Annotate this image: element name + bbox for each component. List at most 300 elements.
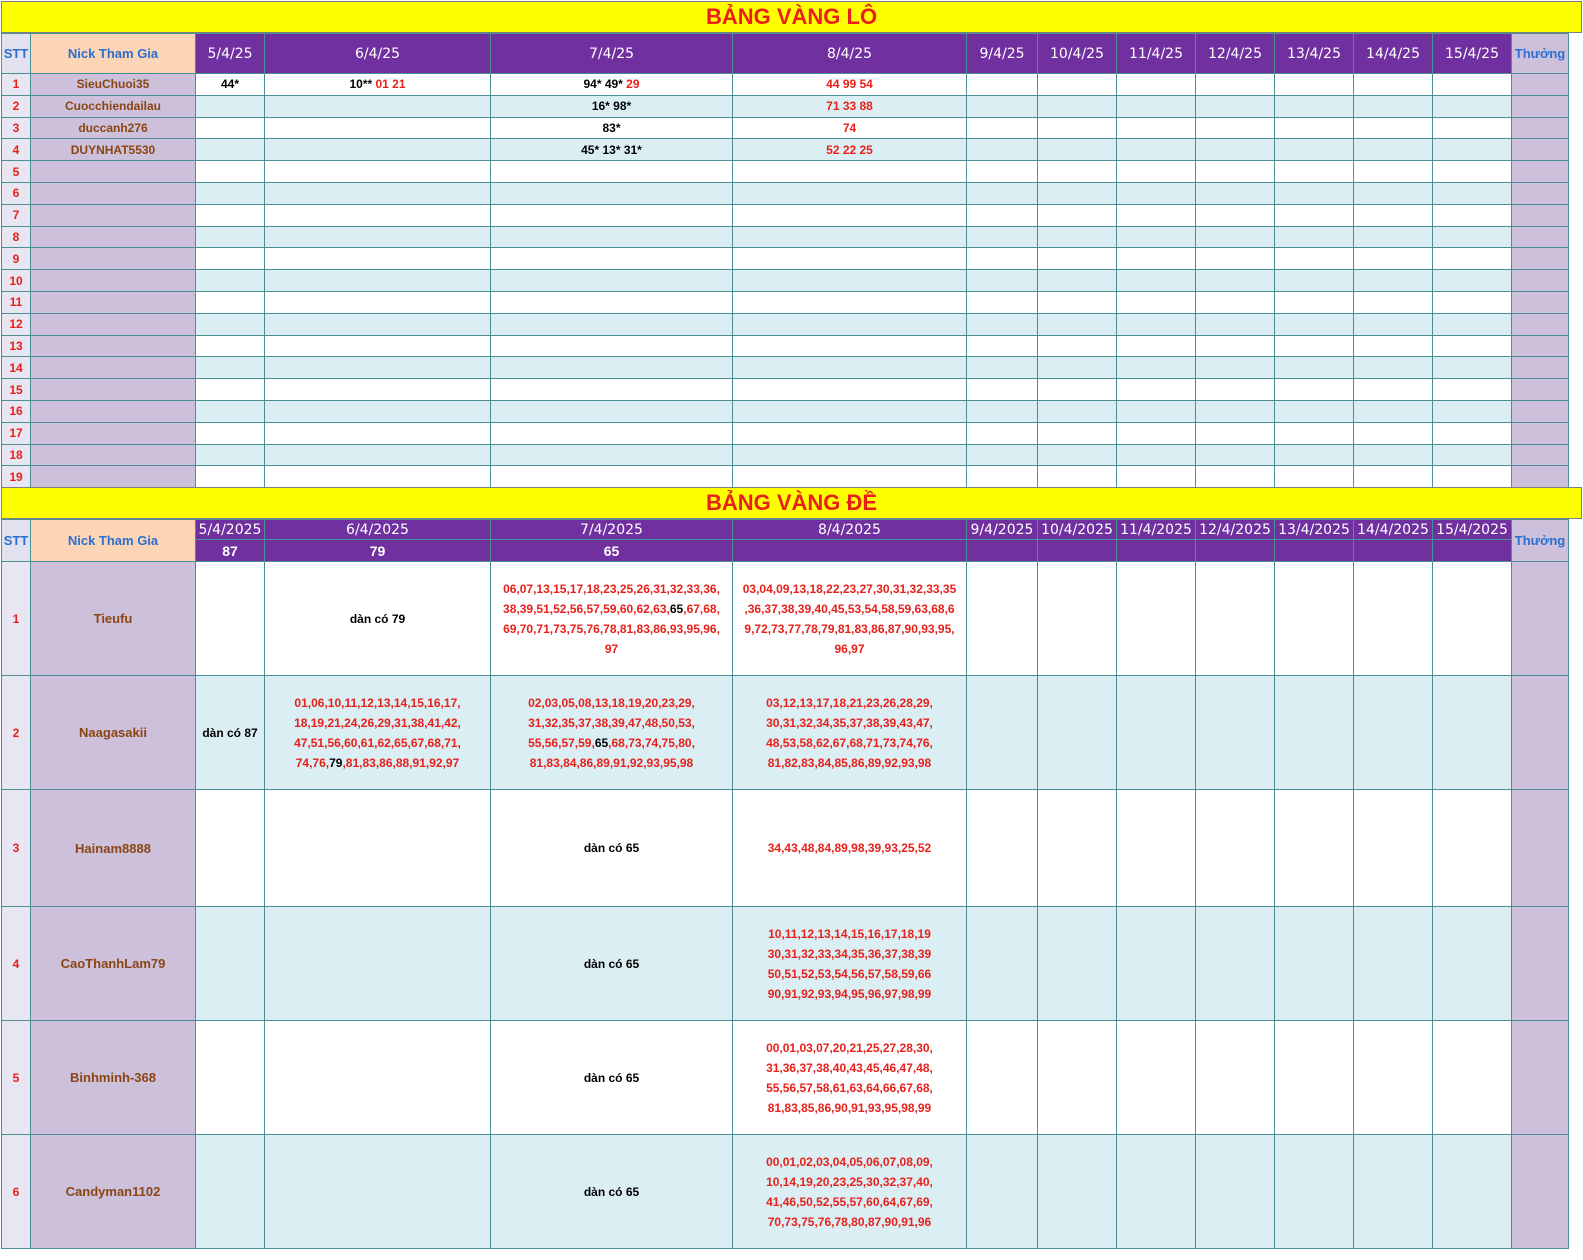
entry-cell[interactable] (1196, 95, 1275, 117)
entry-cell[interactable] (265, 335, 491, 357)
entry-cell[interactable] (1196, 117, 1275, 139)
entry-cell[interactable] (1117, 562, 1196, 676)
thuong-cell[interactable] (1512, 379, 1569, 401)
entry-cell[interactable] (967, 226, 1038, 248)
thuong-cell[interactable] (1512, 226, 1569, 248)
entry-cell[interactable] (1196, 182, 1275, 204)
thuong-cell[interactable] (1512, 790, 1569, 907)
entry-cell[interactable] (491, 95, 733, 117)
entry-cell[interactable] (1354, 466, 1433, 488)
entry-cell[interactable] (1354, 161, 1433, 183)
entry-cell[interactable] (265, 562, 491, 676)
entry-cell[interactable] (491, 400, 733, 422)
entry-cell[interactable] (1354, 117, 1433, 139)
entry-cell[interactable] (1275, 226, 1354, 248)
entry-cell[interactable] (967, 357, 1038, 379)
thuong-cell[interactable] (1512, 182, 1569, 204)
entry-cell[interactable] (1117, 357, 1196, 379)
entry-cell[interactable] (265, 379, 491, 401)
entry-cell[interactable] (1433, 248, 1512, 270)
entry-cell[interactable] (491, 226, 733, 248)
entry-cell[interactable] (733, 161, 967, 183)
entry-cell[interactable] (1117, 1021, 1196, 1135)
thuong-cell[interactable] (1512, 676, 1569, 790)
thuong-cell[interactable] (1512, 335, 1569, 357)
entry-cell[interactable] (733, 291, 967, 313)
entry-cell[interactable] (1354, 676, 1433, 790)
entry-cell[interactable] (491, 139, 733, 161)
entry-cell[interactable] (733, 790, 967, 907)
entry-cell[interactable] (491, 270, 733, 292)
entry-cell[interactable] (733, 676, 967, 790)
thuong-cell[interactable] (1512, 248, 1569, 270)
entry-cell[interactable] (1354, 562, 1433, 676)
entry-cell[interactable] (196, 226, 265, 248)
entry-cell[interactable] (733, 466, 967, 488)
entry-cell[interactable] (1354, 1135, 1433, 1249)
nick-cell[interactable]: Tieufu (31, 562, 196, 676)
entry-cell[interactable] (967, 562, 1038, 676)
entry-cell[interactable] (1275, 562, 1354, 676)
entry-cell[interactable] (265, 400, 491, 422)
nick-cell[interactable] (31, 422, 196, 444)
entry-cell[interactable] (1433, 357, 1512, 379)
entry-cell[interactable] (1038, 400, 1117, 422)
entry-cell[interactable] (265, 676, 491, 790)
entry-cell[interactable] (1038, 117, 1117, 139)
entry-cell[interactable] (1196, 248, 1275, 270)
entry-cell[interactable] (967, 291, 1038, 313)
entry-cell[interactable] (265, 270, 491, 292)
entry-cell[interactable] (491, 562, 733, 676)
entry-cell[interactable] (491, 444, 733, 466)
entry-cell[interactable] (265, 1135, 491, 1249)
entry-cell[interactable] (1196, 562, 1275, 676)
entry-cell[interactable] (1275, 95, 1354, 117)
entry-cell[interactable] (733, 139, 967, 161)
entry-cell[interactable] (1275, 1135, 1354, 1249)
entry-cell[interactable] (1433, 74, 1512, 96)
entry-cell[interactable] (196, 790, 265, 907)
entry-cell[interactable] (196, 1021, 265, 1135)
entry-cell[interactable] (1117, 1135, 1196, 1249)
entry-cell[interactable] (1196, 270, 1275, 292)
entry-cell[interactable] (967, 379, 1038, 401)
entry-cell[interactable] (1433, 1021, 1512, 1135)
entry-cell[interactable] (733, 270, 967, 292)
entry-cell[interactable] (1354, 444, 1433, 466)
entry-cell[interactable] (1275, 422, 1354, 444)
entry-cell[interactable] (1117, 790, 1196, 907)
entry-cell[interactable] (733, 117, 967, 139)
thuong-cell[interactable] (1512, 444, 1569, 466)
entry-cell[interactable] (196, 74, 265, 96)
entry-cell[interactable] (1038, 248, 1117, 270)
nick-cell[interactable]: Hainam8888 (31, 790, 196, 907)
entry-cell[interactable] (196, 313, 265, 335)
entry-cell[interactable] (967, 161, 1038, 183)
entry-cell[interactable] (196, 676, 265, 790)
entry-cell[interactable] (1354, 74, 1433, 96)
entry-cell[interactable] (491, 74, 733, 96)
entry-cell[interactable] (1038, 335, 1117, 357)
entry-cell[interactable] (967, 444, 1038, 466)
entry-cell[interactable] (491, 248, 733, 270)
nick-cell[interactable]: CaoThanhLam79 (31, 907, 196, 1021)
entry-cell[interactable] (1354, 907, 1433, 1021)
entry-cell[interactable] (1038, 95, 1117, 117)
entry-cell[interactable] (1196, 1135, 1275, 1249)
entry-cell[interactable] (1275, 335, 1354, 357)
nick-cell[interactable] (31, 313, 196, 335)
entry-cell[interactable] (1117, 226, 1196, 248)
entry-cell[interactable] (1275, 379, 1354, 401)
entry-cell[interactable] (967, 74, 1038, 96)
thuong-cell[interactable] (1512, 204, 1569, 226)
entry-cell[interactable] (1433, 790, 1512, 907)
entry-cell[interactable] (1196, 790, 1275, 907)
entry-cell[interactable] (967, 1135, 1038, 1249)
entry-cell[interactable] (265, 1021, 491, 1135)
entry-cell[interactable] (1275, 466, 1354, 488)
entry-cell[interactable] (491, 1021, 733, 1135)
entry-cell[interactable] (967, 204, 1038, 226)
entry-cell[interactable] (1117, 161, 1196, 183)
entry-cell[interactable] (967, 335, 1038, 357)
entry-cell[interactable] (1117, 422, 1196, 444)
entry-cell[interactable] (1275, 139, 1354, 161)
nick-cell[interactable] (31, 291, 196, 313)
entry-cell[interactable] (1038, 466, 1117, 488)
entry-cell[interactable] (733, 204, 967, 226)
entry-cell[interactable] (196, 95, 265, 117)
entry-cell[interactable] (733, 1021, 967, 1135)
entry-cell[interactable] (1275, 907, 1354, 1021)
entry-cell[interactable] (265, 248, 491, 270)
entry-cell[interactable] (491, 676, 733, 790)
thuong-cell[interactable] (1512, 270, 1569, 292)
entry-cell[interactable] (1196, 1021, 1275, 1135)
entry-cell[interactable] (196, 161, 265, 183)
entry-cell[interactable] (1117, 291, 1196, 313)
entry-cell[interactable] (733, 313, 967, 335)
entry-cell[interactable] (1433, 335, 1512, 357)
entry-cell[interactable] (1196, 335, 1275, 357)
entry-cell[interactable] (1433, 676, 1512, 790)
entry-cell[interactable] (491, 357, 733, 379)
entry-cell[interactable] (1038, 74, 1117, 96)
thuong-cell[interactable] (1512, 291, 1569, 313)
entry-cell[interactable] (265, 357, 491, 379)
entry-cell[interactable] (1433, 95, 1512, 117)
entry-cell[interactable] (967, 790, 1038, 907)
entry-cell[interactable] (1038, 422, 1117, 444)
entry-cell[interactable] (1275, 117, 1354, 139)
entry-cell[interactable] (733, 357, 967, 379)
entry-cell[interactable] (1117, 139, 1196, 161)
entry-cell[interactable] (1275, 1021, 1354, 1135)
entry-cell[interactable] (1354, 379, 1433, 401)
entry-cell[interactable] (265, 907, 491, 1021)
entry-cell[interactable] (196, 379, 265, 401)
entry-cell[interactable] (265, 95, 491, 117)
entry-cell[interactable] (1354, 1021, 1433, 1135)
entry-cell[interactable] (491, 182, 733, 204)
entry-cell[interactable] (265, 226, 491, 248)
entry-cell[interactable] (1117, 444, 1196, 466)
entry-cell[interactable] (1354, 95, 1433, 117)
entry-cell[interactable] (196, 562, 265, 676)
thuong-cell[interactable] (1512, 400, 1569, 422)
thuong-cell[interactable] (1512, 74, 1569, 96)
entry-cell[interactable] (265, 291, 491, 313)
entry-cell[interactable] (265, 466, 491, 488)
entry-cell[interactable] (1196, 74, 1275, 96)
entry-cell[interactable] (1354, 313, 1433, 335)
entry-cell[interactable] (1038, 676, 1117, 790)
entry-cell[interactable] (1275, 400, 1354, 422)
nick-cell[interactable] (31, 379, 196, 401)
entry-cell[interactable] (1117, 117, 1196, 139)
entry-cell[interactable] (967, 466, 1038, 488)
entry-cell[interactable] (967, 270, 1038, 292)
entry-cell[interactable] (265, 422, 491, 444)
entry-cell[interactable] (1354, 248, 1433, 270)
entry-cell[interactable] (491, 466, 733, 488)
entry-cell[interactable] (1433, 291, 1512, 313)
entry-cell[interactable] (265, 313, 491, 335)
entry-cell[interactable] (1433, 422, 1512, 444)
thuong-cell[interactable] (1512, 161, 1569, 183)
nick-cell[interactable] (31, 357, 196, 379)
entry-cell[interactable] (1117, 676, 1196, 790)
nick-cell[interactable]: Candyman1102 (31, 1135, 196, 1249)
entry-cell[interactable] (265, 444, 491, 466)
entry-cell[interactable] (733, 562, 967, 676)
entry-cell[interactable] (967, 248, 1038, 270)
entry-cell[interactable] (1354, 291, 1433, 313)
entry-cell[interactable] (1038, 379, 1117, 401)
entry-cell[interactable] (1117, 95, 1196, 117)
entry-cell[interactable] (265, 182, 491, 204)
entry-cell[interactable] (1196, 444, 1275, 466)
entry-cell[interactable] (967, 422, 1038, 444)
entry-cell[interactable] (967, 400, 1038, 422)
entry-cell[interactable] (196, 139, 265, 161)
entry-cell[interactable] (1038, 1135, 1117, 1249)
nick-cell[interactable]: Binhminh-368 (31, 1021, 196, 1135)
entry-cell[interactable] (1038, 562, 1117, 676)
nick-cell[interactable] (31, 270, 196, 292)
thuong-cell[interactable] (1512, 466, 1569, 488)
entry-cell[interactable] (491, 1135, 733, 1249)
entry-cell[interactable] (1038, 907, 1117, 1021)
entry-cell[interactable] (1038, 139, 1117, 161)
entry-cell[interactable] (967, 182, 1038, 204)
entry-cell[interactable] (1117, 248, 1196, 270)
entry-cell[interactable] (733, 422, 967, 444)
entry-cell[interactable] (967, 117, 1038, 139)
entry-cell[interactable] (733, 95, 967, 117)
entry-cell[interactable] (1433, 117, 1512, 139)
nick-cell[interactable] (31, 335, 196, 357)
entry-cell[interactable] (733, 379, 967, 401)
entry-cell[interactable] (1433, 400, 1512, 422)
entry-cell[interactable] (1433, 270, 1512, 292)
entry-cell[interactable] (1038, 204, 1117, 226)
entry-cell[interactable] (733, 335, 967, 357)
entry-cell[interactable] (265, 790, 491, 907)
nick-cell[interactable] (31, 248, 196, 270)
entry-cell[interactable] (1117, 204, 1196, 226)
entry-cell[interactable] (967, 139, 1038, 161)
entry-cell[interactable] (1038, 313, 1117, 335)
nick-cell[interactable] (31, 204, 196, 226)
entry-cell[interactable] (1117, 270, 1196, 292)
nick-cell[interactable] (31, 182, 196, 204)
entry-cell[interactable] (1038, 444, 1117, 466)
entry-cell[interactable] (1117, 335, 1196, 357)
entry-cell[interactable] (265, 204, 491, 226)
entry-cell[interactable] (1275, 182, 1354, 204)
entry-cell[interactable] (1196, 676, 1275, 790)
entry-cell[interactable] (265, 161, 491, 183)
entry-cell[interactable] (967, 676, 1038, 790)
entry-cell[interactable] (1354, 400, 1433, 422)
thuong-cell[interactable] (1512, 907, 1569, 1021)
nick-cell[interactable] (31, 466, 196, 488)
entry-cell[interactable] (733, 74, 967, 96)
entry-cell[interactable] (1038, 790, 1117, 907)
entry-cell[interactable] (1275, 676, 1354, 790)
entry-cell[interactable] (1196, 422, 1275, 444)
entry-cell[interactable] (1433, 1135, 1512, 1249)
entry-cell[interactable] (196, 182, 265, 204)
entry-cell[interactable] (733, 182, 967, 204)
entry-cell[interactable] (1354, 204, 1433, 226)
nick-cell[interactable]: Cuocchiendailau (31, 95, 196, 117)
entry-cell[interactable] (196, 357, 265, 379)
entry-cell[interactable] (1275, 313, 1354, 335)
entry-cell[interactable] (1117, 182, 1196, 204)
entry-cell[interactable] (1433, 226, 1512, 248)
nick-cell[interactable]: SieuChuoi35 (31, 74, 196, 96)
entry-cell[interactable] (967, 1021, 1038, 1135)
nick-cell[interactable]: Naagasakii (31, 676, 196, 790)
entry-cell[interactable] (1196, 291, 1275, 313)
entry-cell[interactable] (1038, 226, 1117, 248)
nick-cell[interactable]: duccanh276 (31, 117, 196, 139)
entry-cell[interactable] (1196, 379, 1275, 401)
entry-cell[interactable] (491, 313, 733, 335)
entry-cell[interactable] (1117, 466, 1196, 488)
entry-cell[interactable] (196, 400, 265, 422)
entry-cell[interactable] (1354, 139, 1433, 161)
entry-cell[interactable] (1275, 444, 1354, 466)
entry-cell[interactable] (1196, 907, 1275, 1021)
entry-cell[interactable] (1196, 139, 1275, 161)
entry-cell[interactable] (1117, 379, 1196, 401)
entry-cell[interactable] (1275, 790, 1354, 907)
entry-cell[interactable] (967, 907, 1038, 1021)
entry-cell[interactable] (1038, 357, 1117, 379)
entry-cell[interactable] (491, 379, 733, 401)
entry-cell[interactable] (733, 907, 967, 1021)
entry-cell[interactable] (1117, 74, 1196, 96)
entry-cell[interactable] (1275, 204, 1354, 226)
entry-cell[interactable] (1275, 74, 1354, 96)
entry-cell[interactable] (491, 335, 733, 357)
nick-cell[interactable] (31, 226, 196, 248)
entry-cell[interactable] (265, 117, 491, 139)
entry-cell[interactable] (1196, 400, 1275, 422)
thuong-cell[interactable] (1512, 117, 1569, 139)
thuong-cell[interactable] (1512, 313, 1569, 335)
entry-cell[interactable] (491, 422, 733, 444)
entry-cell[interactable] (196, 248, 265, 270)
entry-cell[interactable] (1433, 161, 1512, 183)
entry-cell[interactable] (1354, 357, 1433, 379)
entry-cell[interactable] (1433, 379, 1512, 401)
entry-cell[interactable] (1433, 562, 1512, 676)
entry-cell[interactable] (1354, 270, 1433, 292)
entry-cell[interactable] (491, 790, 733, 907)
entry-cell[interactable] (1117, 313, 1196, 335)
thuong-cell[interactable] (1512, 1021, 1569, 1135)
entry-cell[interactable] (265, 139, 491, 161)
thuong-cell[interactable] (1512, 357, 1569, 379)
entry-cell[interactable] (1433, 907, 1512, 1021)
entry-cell[interactable] (1196, 466, 1275, 488)
thuong-cell[interactable] (1512, 422, 1569, 444)
entry-cell[interactable] (1433, 466, 1512, 488)
entry-cell[interactable] (1275, 270, 1354, 292)
entry-cell[interactable] (1038, 182, 1117, 204)
entry-cell[interactable] (196, 204, 265, 226)
entry-cell[interactable] (1354, 335, 1433, 357)
entry-cell[interactable] (967, 95, 1038, 117)
entry-cell[interactable] (196, 1135, 265, 1249)
entry-cell[interactable] (733, 400, 967, 422)
entry-cell[interactable] (196, 466, 265, 488)
entry-cell[interactable] (1275, 291, 1354, 313)
entry-cell[interactable] (1433, 139, 1512, 161)
entry-cell[interactable] (196, 422, 265, 444)
entry-cell[interactable] (1117, 400, 1196, 422)
entry-cell[interactable] (733, 248, 967, 270)
entry-cell[interactable] (1433, 313, 1512, 335)
entry-cell[interactable] (1038, 291, 1117, 313)
entry-cell[interactable] (1275, 357, 1354, 379)
entry-cell[interactable] (1196, 161, 1275, 183)
entry-cell[interactable] (1354, 422, 1433, 444)
nick-cell[interactable] (31, 400, 196, 422)
entry-cell[interactable] (1117, 907, 1196, 1021)
entry-cell[interactable] (1196, 226, 1275, 248)
thuong-cell[interactable] (1512, 95, 1569, 117)
entry-cell[interactable] (491, 117, 733, 139)
thuong-cell[interactable] (1512, 139, 1569, 161)
entry-cell[interactable] (967, 313, 1038, 335)
entry-cell[interactable] (1275, 161, 1354, 183)
entry-cell[interactable] (491, 161, 733, 183)
entry-cell[interactable] (491, 907, 733, 1021)
entry-cell[interactable] (265, 74, 491, 96)
entry-cell[interactable] (1275, 248, 1354, 270)
thuong-cell[interactable] (1512, 562, 1569, 676)
entry-cell[interactable] (1433, 204, 1512, 226)
entry-cell[interactable] (1038, 270, 1117, 292)
